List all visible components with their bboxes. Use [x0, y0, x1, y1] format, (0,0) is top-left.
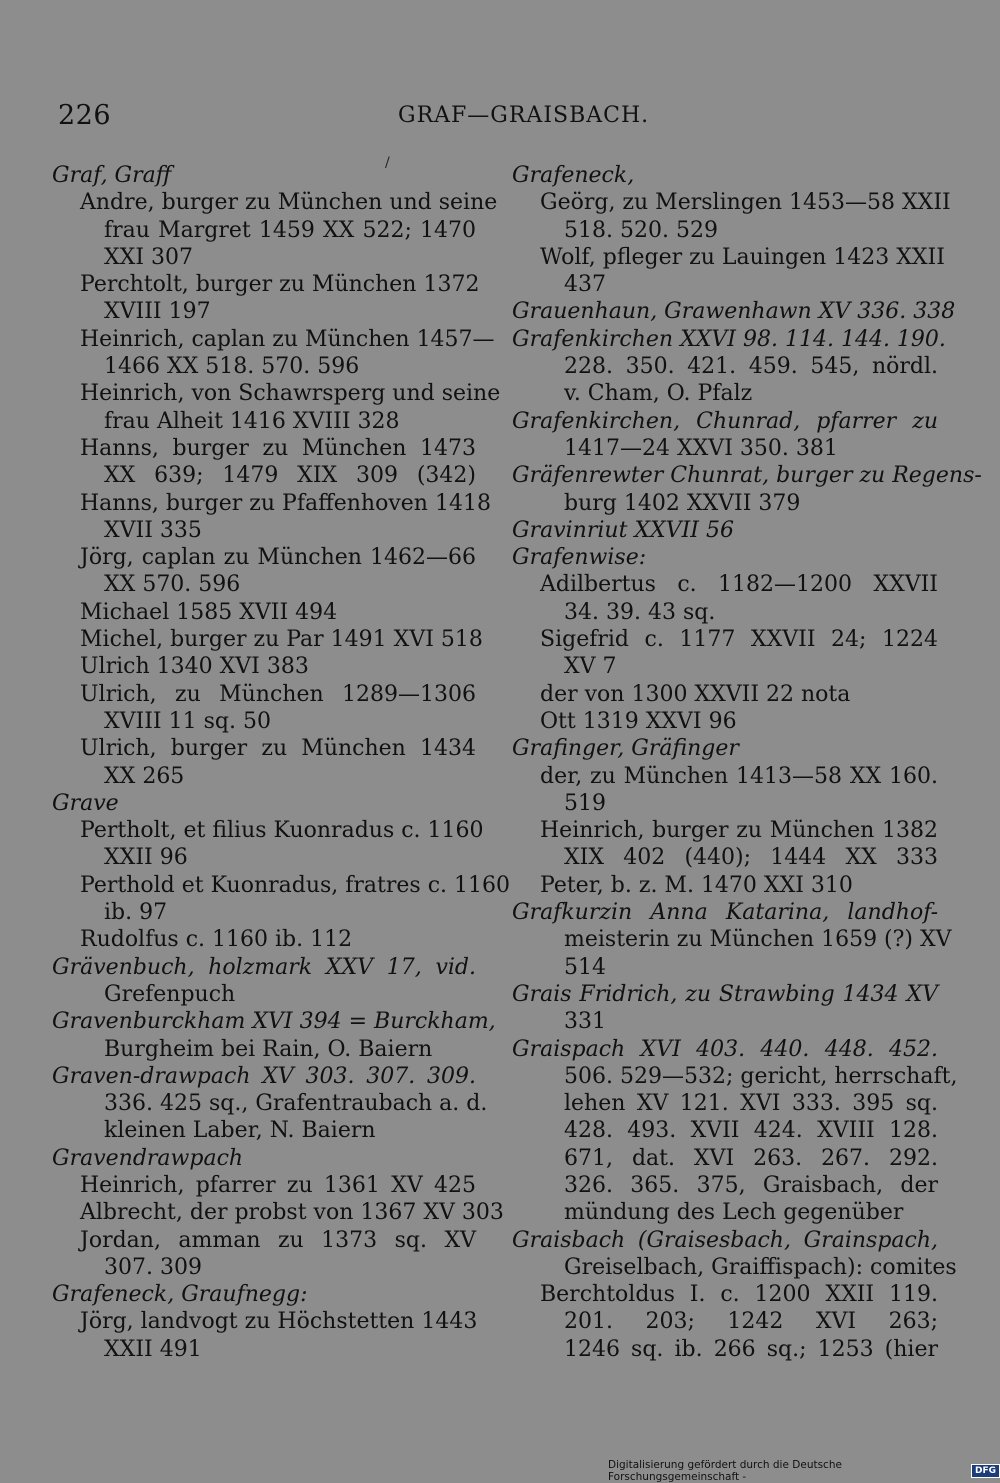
index-entry-line: XVIII 11 sq. 50 — [104, 708, 271, 734]
index-entry-line: Pertholt, et filius Kuonradus c. 1160 — [80, 818, 484, 844]
index-entry-line: 437 — [564, 272, 606, 298]
index-entry-line: 1246 sq. ib. 266 sq.; 1253 (hier — [564, 1336, 938, 1362]
index-entry-line: Jörg, landvogt zu Höchstetten 1443 — [80, 1309, 478, 1335]
index-entry-line: Ulrich, zu München 1289—1306 — [80, 681, 476, 707]
index-entry-line: Jörg, caplan zu München 1462—66 — [80, 545, 476, 571]
index-entry-line: 201. 203; 1242 XVI 263; — [564, 1309, 938, 1335]
index-entry-line: Heinrich, pfarrer zu 1361 XV 425 — [80, 1172, 476, 1198]
index-headword-line: Grafenkirchen, Chunrad, pfarrer zu — [512, 408, 938, 434]
index-headword-line: Grävenbuch, holzmark XXV 17, vid. — [52, 954, 476, 980]
index-entry-line: 326. 365. 375, Graisbach, der — [564, 1172, 938, 1198]
index-entry-line: XXII 491 — [104, 1336, 202, 1362]
index-entry-line: 428. 493. XVII 424. XVIII 128. — [564, 1118, 938, 1144]
index-entry-line: Burgheim bei Rain, O. Baiern — [104, 1036, 433, 1062]
index-headword-line: Grafeneck, — [512, 163, 635, 188]
index-entry-line: Ulrich 1340 XVI 383 — [80, 654, 309, 680]
index-entry-line: Adilbertus c. 1182—1200 XXVII — [540, 572, 938, 598]
index-entry-line: der von 1300 XXVII 22 nota — [540, 681, 851, 707]
index-entry-line: 671, dat. XVI 263. 267. 292. — [564, 1145, 938, 1171]
index-headword-line: Grafinger, Gräfinger — [512, 736, 739, 762]
index-entry-line: Michel, burger zu Par 1491 XVI 518 — [80, 627, 483, 653]
index-headword-line: Grais Fridrich, zu Strawbing 1434 XV — [512, 981, 938, 1007]
index-entry-line: Wolf, pfleger zu Lauingen 1423 XXII — [540, 244, 945, 270]
index-headword-line: Grave — [52, 790, 119, 816]
index-entry-line: Jordan, amman zu 1373 sq. XV — [80, 1227, 476, 1253]
index-entry-line: Hanns, burger zu Pfaffenhoven 1418 — [80, 490, 491, 516]
index-headword-line: Grafenwise: — [512, 545, 647, 571]
index-entry-line: meisterin zu München 1659 (?) XV — [564, 927, 952, 953]
index-entry-line: Greiselbach, Graiffispach): comites — [564, 1254, 957, 1280]
index-entry-line: Heinrich, von Schawrsperg und seine — [80, 381, 501, 407]
index-headword-line: Graven-drawpach XV 303. 307. 309. — [52, 1063, 476, 1089]
index-headword-line: Graisbach (Graisesbach, Grainspach, — [512, 1227, 938, 1253]
index-entry-line: 1417—24 XXVI 350. 381 — [564, 435, 838, 461]
left-column — [52, 162, 510, 1363]
index-entry-line: Perthold et Kuonradus, fratres c. 1160 — [80, 872, 510, 898]
index-entry-line: Rudolfus c. 1160 ib. 112 — [80, 927, 353, 953]
index-entry-line: Hanns, burger zu München 1473 — [80, 435, 476, 461]
index-entry-line: 514 — [564, 954, 606, 980]
index-entry-line: 331 — [564, 1009, 606, 1035]
stray-mark: / — [385, 155, 390, 171]
index-entry-line: XVII 335 — [104, 517, 202, 543]
index-entry-line: Grefenpuch — [104, 981, 236, 1007]
index-entry-line: Andre, burger zu München und seine — [80, 190, 498, 216]
index-entry-line: burg 1402 XXVII 379 — [564, 490, 801, 516]
index-headword-line: Grafeneck, Graufnegg: — [52, 1282, 308, 1308]
index-headword-line: Graispach XVI 403. 440. 448. 452. — [512, 1036, 938, 1062]
index-entry-line: Ulrich, burger zu München 1434 — [80, 736, 476, 762]
index-entry-line: frau Margret 1459 XX 522; 1470 — [104, 217, 476, 243]
index-entry-line: XV 7 — [564, 654, 617, 680]
index-entry-line: Heinrich, caplan zu München 1457— — [80, 326, 495, 352]
index-entry-line: 1466 XX 518. 570. 596 — [104, 354, 360, 380]
index-headword-line: Gräfenrewter Chunrat, burger zu Regens- — [512, 463, 982, 489]
index-entry-line: XXI 307 — [104, 244, 193, 270]
index-entry-line: XX 265 — [104, 763, 185, 789]
index-entry-line: Sigefrid c. 1177 XXVII 24; 1224 — [540, 627, 938, 653]
index-headword-line: Gravenburckham XVI 394 = Burckham, — [52, 1009, 496, 1035]
index-headword-line: Graf, Graff — [52, 163, 172, 188]
footer-credit: Digitalisierung gefördert durch die Deutsche Forschungsgemeinschaft - — [608, 1459, 842, 1483]
index-headword-line: Grafkurzin Anna Katarina, landhof- — [512, 900, 938, 926]
index-entry-line: v. Cham, O. Pfalz — [564, 381, 753, 407]
index-entry-line: 518. 520. 529 — [564, 217, 718, 243]
index-entry-line: 228. 350. 421. 459. 545, nördl. — [564, 354, 938, 380]
index-entry-line: Ott 1319 XXVI 96 — [540, 708, 737, 734]
index-entry-line: XX 570. 596 — [104, 572, 241, 598]
dfg-logo: DFG — [971, 1464, 1000, 1478]
index-entry-line: lehen XV 121. XVI 333. 395 sq. — [564, 1091, 938, 1117]
index-entry-line: 519 — [564, 790, 606, 816]
index-entry-line: Berchtoldus I. c. 1200 XXII 119. — [540, 1282, 938, 1308]
index-entry-line: Geörg, zu Merslingen 1453—58 XXII — [540, 190, 951, 216]
index-headword-line: Gravinriut XXVII 56 — [512, 517, 734, 543]
index-headword-line: Grauenhaun, Grawenhawn XV 336. 338 — [512, 299, 956, 325]
index-headword-line: Gravendrawpach — [52, 1145, 244, 1171]
index-entry-line: der, zu München 1413—58 XX 160. — [540, 763, 938, 789]
footer — [608, 1459, 1000, 1483]
index-entry-line: 34. 39. 43 sq. — [564, 599, 716, 625]
index-entry-line: kleinen Laber, N. Baiern — [104, 1118, 376, 1144]
index-headword-line: Grafenkirchen XXVI 98. 114. 144. 190. — [512, 326, 946, 352]
index-entry-line: Albrecht, der probst von 1367 XV 303 — [80, 1200, 504, 1226]
index-entry-line: 307. 309 — [104, 1254, 202, 1280]
index-entry-line: Michael 1585 XVII 494 — [80, 599, 338, 625]
index-entry-line: frau Alheit 1416 XVIII 328 — [104, 408, 400, 434]
page-number: 226 — [58, 100, 112, 131]
index-entry-line: XVIII 197 — [104, 299, 211, 325]
index-entry-line: ib. 97 — [104, 900, 168, 926]
index-entry-line: Heinrich, burger zu München 1382 — [540, 818, 938, 844]
index-entry-line: XX 639; 1479 XIX 309 (342) — [104, 463, 476, 489]
index-entry-line: XXII 96 — [104, 845, 188, 871]
index-entry-line: mündung des Lech gegenüber — [564, 1200, 904, 1226]
index-entry-line: Perchtolt, burger zu München 1372 — [80, 272, 480, 298]
index-entry-line: Peter, b. z. M. 1470 XXI 310 — [540, 872, 853, 898]
index-entry-line: XIX 402 (440); 1444 XX 333 — [564, 845, 938, 871]
running-title: GRAF—GRAISBACH. — [398, 103, 650, 128]
index-entry-line: 336. 425 sq., Grafentraubach a. d. — [104, 1091, 488, 1117]
index-entry-line: 506. 529—532; gericht, herrschaft, — [564, 1063, 958, 1089]
right-column — [512, 162, 982, 1363]
